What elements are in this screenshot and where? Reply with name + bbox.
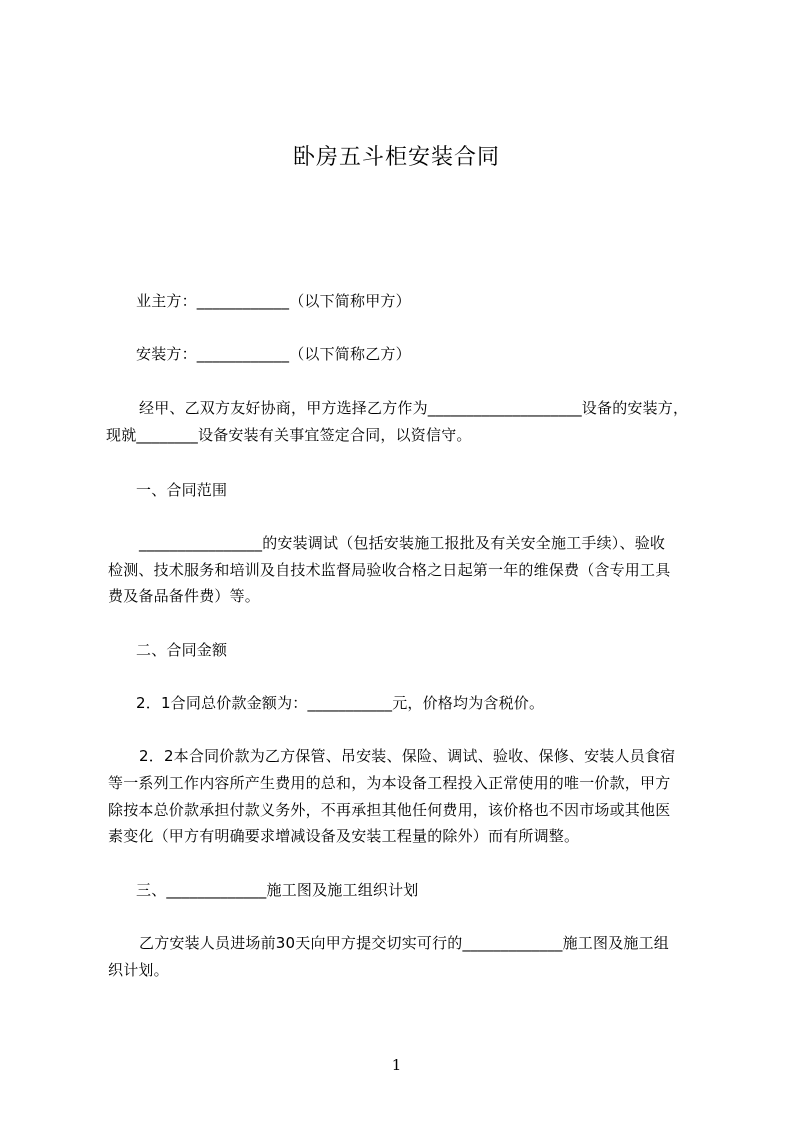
section-heading-scope: 一、合同范围: [136, 481, 228, 499]
page-number: 1: [391, 1056, 402, 1074]
clause-2-1: 2．1合同总价款金额为：___________元，价格均为含税价。: [136, 694, 545, 712]
section-heading-plan: 三、_____________施工图及施工组织计划: [136, 881, 419, 899]
scope-line-3: 费及备品备件费）等。: [108, 587, 261, 605]
scope-line-1: ________________的安装调试（包括安装施工报批及有关安全施工手续）、验收: [139, 534, 666, 552]
plan-line-2: 织计划。: [108, 961, 169, 979]
clause-2-2-line-4: 素变化（甲方有明确要求增减设备及安装工程量的除外）而有所调整。: [108, 827, 580, 845]
plan-line-1: 乙方安装人员进场前30天向甲方提交切实可行的_____________施工图及施工组: [139, 934, 669, 952]
intro-line-1: 经甲、乙双方友好协商，甲方选择乙方作为____________________设备的安装方，: [139, 399, 689, 417]
section-heading-amount: 二、合同金额: [136, 641, 228, 659]
document-title: 卧房五斗柜安装合同: [292, 145, 500, 170]
clause-2-2-line-1: 2．2本合同价款为乙方保管、吊安装、保险、调试、验收、保修、安装人员食宿: [139, 747, 676, 765]
clause-2-2-line-2: 等一系列工作内容所产生费用的总和，为本设备工程投入正常使用的唯一价款，甲方: [108, 774, 671, 792]
intro-line-2: 现就________设备安装有关事宜签定合同，以资信守。: [106, 426, 472, 444]
scope-line-2: 检测、技术服务和培训及自技术监督局验收合格之日起第一年的维保费（含专用工具: [108, 561, 671, 579]
owner-line: 业主方：____________（以下简称甲方）: [136, 292, 411, 310]
installer-line: 安装方：____________（以下简称乙方）: [136, 345, 411, 363]
clause-2-2-line-3: 除按本总价款承担付款义务外，不再承担其他任何费用，该价格也不因市场或其他医: [108, 801, 671, 819]
